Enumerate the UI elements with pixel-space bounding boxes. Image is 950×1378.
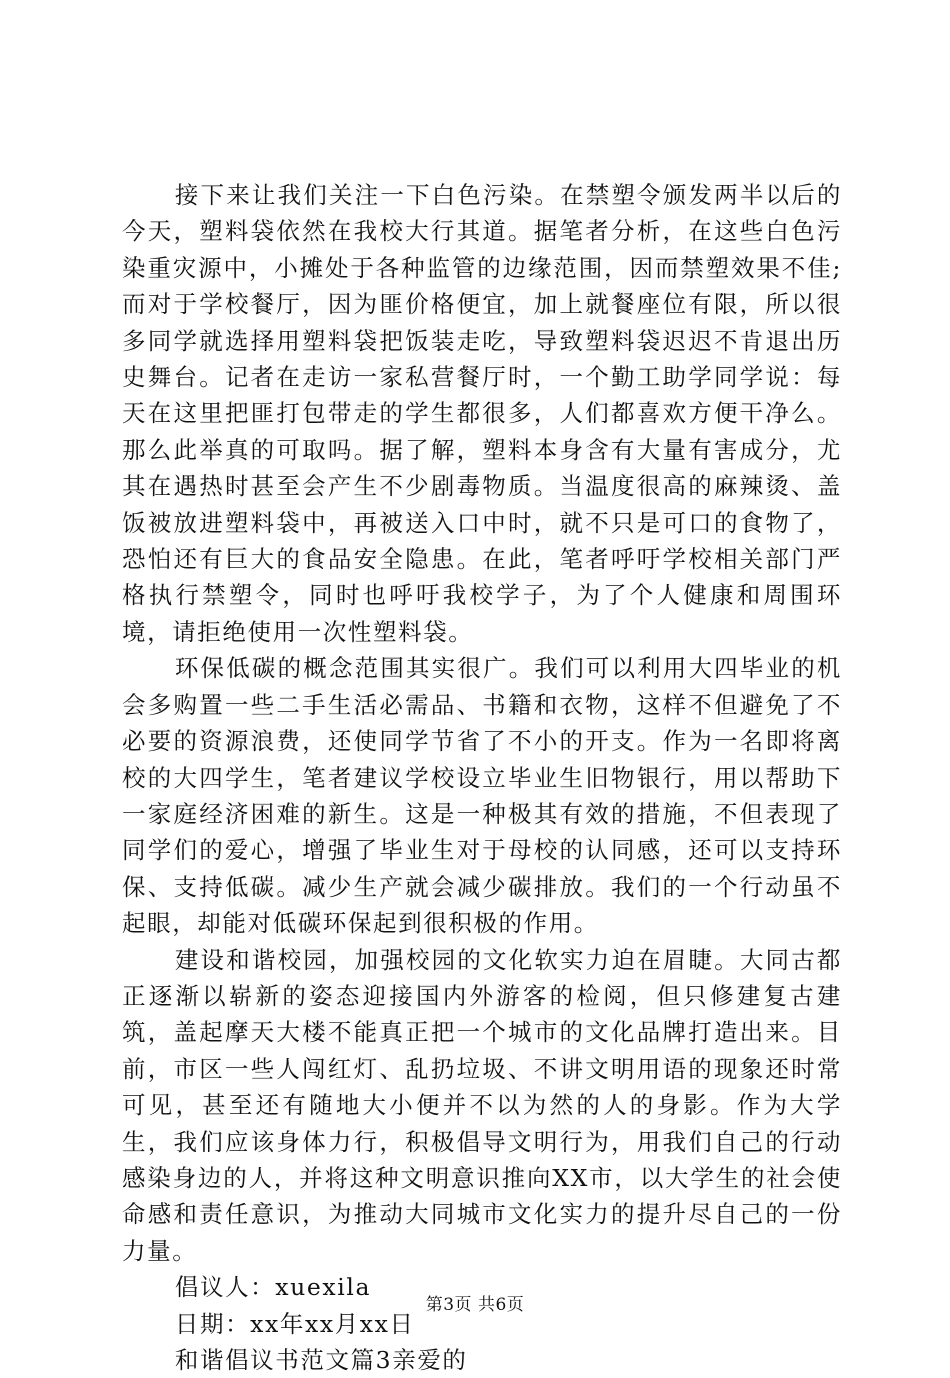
document-body bbox=[122, 177, 842, 1378]
paragraph-white-pollution: 接下来让我们关注一下白色污染。在禁塑令颁发两半以后的今天，塑料袋依然在我校大行其道。据笔者分析，在这些白色污染重灾源中，小摊处于各种监管的边缘范围，因而禁塑效果不佳;而对于学校餐厅，因为匪价格便宜，加上就餐座位有限，所以很多同学就选择用塑料袋把饭装走吃，导致塑料袋迟迟不肯退出历史舞台。记者在走访一家私营餐厅时，一个勤工助学同学说：每天在这里把匪打包带走的学生都很多，人们都喜欢方便干净么。那么此举真的可取吗。据了解，塑料本身含有大量有害成分，尤其在遇热时甚至会产生不少剧毒物质。当温度很高的麻辣烫、盖饭被放进塑料袋中，再被送入口中时，就不只是可口的食物了，恐怕还有巨大的食品安全隐患。在此，笔者呼吁学校相关部门严格执行禁塑令，同时也呼吁我校学子，为了个人健康和周围环境，请拒绝使用一次性塑料袋。 bbox=[122, 181, 842, 646]
paragraph-harmonious-campus: 建设和谐校园，加强校园的文化软实力迫在眉睫。大同古都正逐渐以崭新的姿态迎接国内外游客的检阅，但只修建复古建筑，盖起摩天大楼不能真正把一个城市的文化品牌打造出来。目前，市区一些人闯红灯、乱扔垃圾、不讲文明用语的现象还时常可见，甚至还有随地大小便并不以为然的人的身影。作为大学生，我们应该身体力行，积极倡导文明行为，用我们自己的行动感染身边的人，并将这种文明意识推向XX市，以大学生的社会使命感和责任意识，为推动大同城市文化实力的提升尽自己的一份力量。 bbox=[122, 945, 842, 1265]
date-line: 日期：xx年xx月xx日 bbox=[174, 1309, 415, 1338]
page-number-footer: 第3页 共6页 bbox=[425, 1295, 525, 1315]
next-section-heading: 和谐倡议书范文篇3亲爱的 bbox=[174, 1346, 468, 1374]
paragraph-low-carbon: 环保低碳的概念范围其实很广。我们可以利用大四毕业的机会多购置一些二手生活必需品、书籍和衣物，这样不但避免了不必要的资源浪费，还使同学节省了不小的开支。作为一名即将离校的大四学生，笔者建议学校设立毕业生旧物银行，用以帮助下一家庭经济困难的新生。这是一种极其有效的措施，不但表现了同学们的爱心，增强了毕业生对于母校的认同感，还可以支持环保、支持低碳。减少生产就会减少碳排放。我们的一个行动虽不起眼，却能对低碳环保起到很积极的作用。 bbox=[122, 654, 842, 938]
proposer-line: 倡议人：xuexila bbox=[174, 1273, 372, 1302]
